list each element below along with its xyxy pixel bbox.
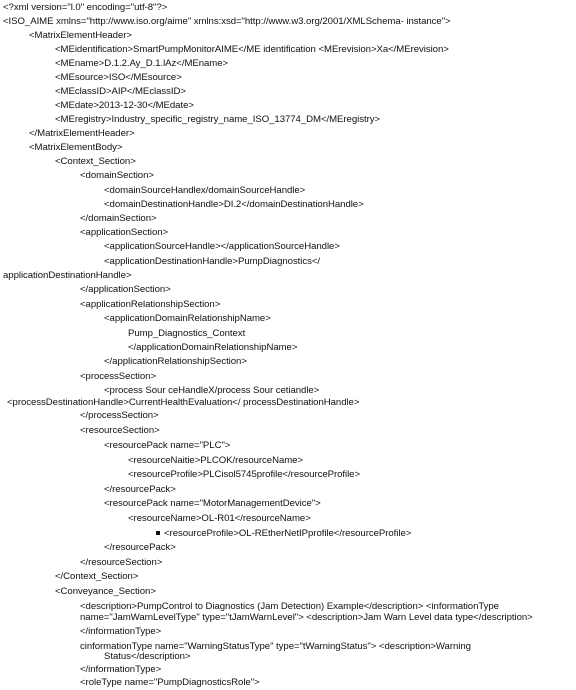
code-line: </resourcePack> bbox=[104, 484, 176, 495]
bullet-mark bbox=[156, 531, 160, 535]
code-line: <description>PumpControl to Diagnostics (Jam Detection) Example</description> <informationType bbox=[80, 601, 499, 612]
code-line: <resourceSection> bbox=[80, 425, 160, 436]
code-line: <process Sour ceHandleX/process Sour cetiandle> bbox=[104, 385, 320, 396]
code-line: cinformationType name="WarningStatusType" type="tWarningStatus"> <description>Warning bbox=[80, 641, 471, 652]
code-line: <processDestinationHandle>CurrentHealthEvaluation</ processDestinationHandle> bbox=[7, 397, 360, 408]
code-line: <applicationRelationshipSection> bbox=[80, 299, 221, 310]
code-line: <applicationDomainRelationshipName> bbox=[104, 313, 271, 324]
code-line: <resourceNaitie>PLCOK/resourceName> bbox=[128, 455, 304, 466]
code-line: <applicationSection> bbox=[80, 227, 169, 238]
code-line: <MEidentification>SmartPumpMonitorAIME</ME identification <MErevision>Xa</MErevision> bbox=[55, 44, 449, 55]
code-line: </applicationSection> bbox=[80, 284, 171, 295]
code-line: <domainDestinationHandle>DI.2</domainDestinationHandle> bbox=[104, 199, 364, 210]
code-line: <MEclassID>AIP</MEclassID> bbox=[55, 86, 186, 97]
code-line: Status</description> bbox=[104, 651, 191, 662]
root-element-line: <ISO_AIME xmlns="http://www.iso.org/aime" xmlns:xsd="http://www.w3.org/2001/XMLSchema- instance"> bbox=[3, 16, 451, 27]
code-line: <resourceName>OL-R01</resourceName> bbox=[128, 513, 311, 524]
code-line: applicationDestinationHandle> bbox=[3, 270, 132, 281]
code-line: </domainSection> bbox=[80, 213, 157, 224]
code-line: <domainSection> bbox=[80, 170, 154, 181]
code-line: <roleType name="PumpDiagnosticsRole"> bbox=[80, 677, 260, 688]
code-line: <MEdate>2013-12-30</MEdate> bbox=[55, 100, 194, 111]
code-line: <applicationDestinationHandle>PumpDiagnostics</ bbox=[104, 256, 321, 267]
code-line: <Context_Section> bbox=[55, 156, 136, 167]
code-line: <resourcePack name="PLC"> bbox=[104, 440, 231, 451]
code-line: <MEsource>ISO</MEsource> bbox=[55, 72, 182, 83]
code-line: <MEregistry>Industry_specific_registry_name_ISO_13774_DM</MEregistry> bbox=[55, 114, 381, 125]
code-line: <applicationSourceHandle></applicationSourceHandle> bbox=[104, 241, 340, 252]
code-line: name="JamWarnLevelType" type="tJamWarnLevel"> <description>Jam Warn Level data type</description> bbox=[80, 612, 533, 623]
code-line: </applicationRelationshipSection> bbox=[104, 356, 247, 367]
code-line: </processSection> bbox=[80, 410, 159, 421]
xml-declaration-line: <?xml version="l.0" encoding="utf-8"?> bbox=[3, 2, 168, 13]
code-line: </informationType> bbox=[80, 626, 162, 637]
code-line: <MatrixElementBody> bbox=[29, 142, 123, 153]
code-line: <Conveyance_Section> bbox=[55, 586, 156, 597]
code-line: Pump_Diagnostics_Context bbox=[128, 328, 246, 339]
code-line: </resourcePack> bbox=[104, 542, 176, 553]
bullet-line bbox=[156, 528, 411, 540]
code-line: <domainSourceHandlex/domainSourceHandle> bbox=[104, 185, 306, 196]
code-line: <resourcePack name="MotorManagementDevice"> bbox=[104, 498, 321, 509]
code-line: </informationType> bbox=[80, 664, 162, 675]
code-line: <processSection> bbox=[80, 371, 156, 382]
code-line: <resourceProfile>PLCisol5745profile</resourceProfile> bbox=[128, 469, 360, 480]
code-line: </MatrixElementHeader> bbox=[29, 128, 135, 139]
code-line: </Context_Section> bbox=[55, 571, 139, 582]
code-line: <resourceProfile>OL-REtherNetIPprofile</resourceProfile> bbox=[164, 528, 412, 539]
code-line: <MEname>D.1.2.Ay_D.1.lAz</MEname> bbox=[55, 58, 229, 69]
code-line: </resourceSection> bbox=[80, 557, 163, 568]
code-line: </applicationDomainRelationshipName> bbox=[128, 342, 298, 353]
code-line: <MatrixElementHeader> bbox=[29, 30, 132, 41]
